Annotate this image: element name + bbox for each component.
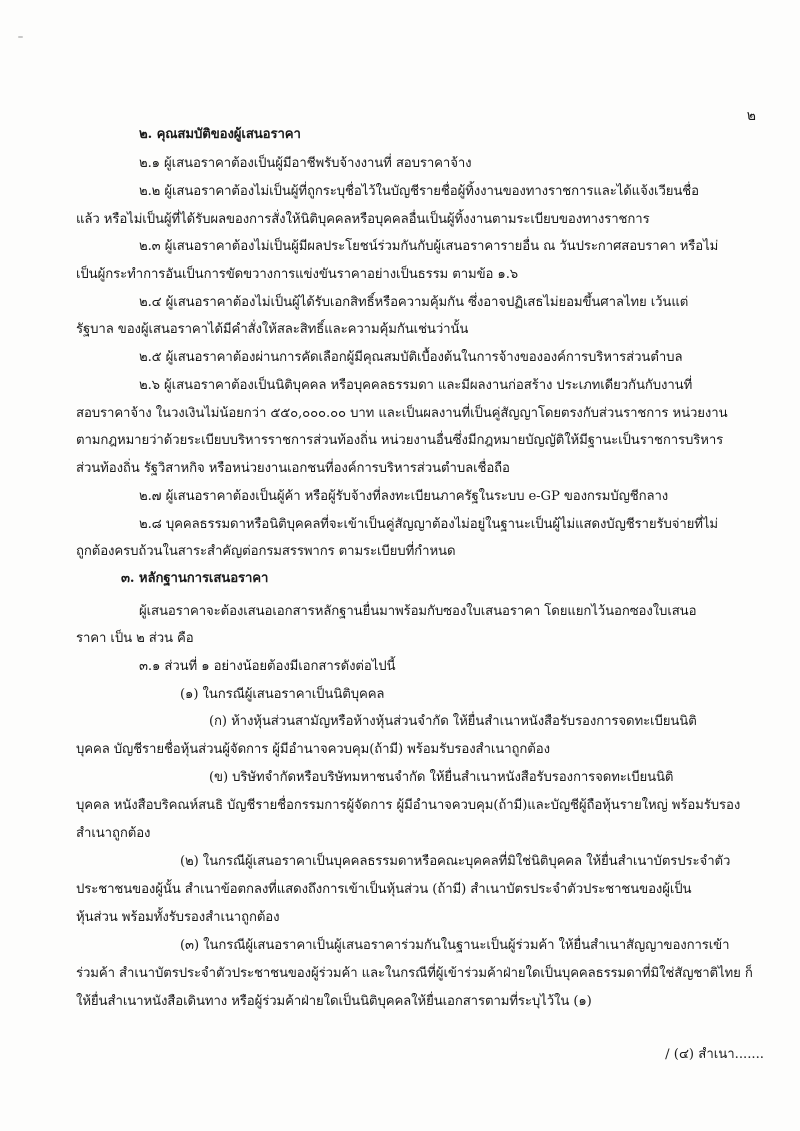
clause-2-2-line-2: แล้ว หรือไม่เป็นผู้ที่ได้รับผลของการสั่งให้นิติบุคคลหรือบุคคลอื่นเป็นผู้ทิ้งงานตามระเบียบของทางราชการ: [76, 212, 650, 227]
clause-3-1-1-k-line-2: บุคคล บัญชีรายชื่อหุ้นส่วนผู้จัดการ ผู้มีอำนาจควบคุม(ถ้ามี) พร้อมรับรองสำเนาถูกต้อง: [76, 742, 550, 757]
clause-2-6-line-3: ตามกฎหมายว่าด้วยระเบียบบริหารราชการส่วนท้องถิ่น หน่วยงานอื่นซึ่งมีกฎหมายบัญญัติให้มีฐานะเป็นราชการบริหาร: [76, 433, 724, 448]
section-3-heading: ๓. หลักฐานการเสนอราคา: [121, 571, 269, 586]
page-number: ๒: [746, 108, 756, 124]
clause-2-5: ๒.๕ ผู้เสนอราคาต้องผ่านการคัดเลือกผู้มีคุณสมบัติเบื้องต้นในการจ้างขององค์การบริหารส่วนตำบล: [139, 350, 683, 365]
clause-2-3-line-2: เป็นผู้กระทำการอันเป็นการขัดขวางการแข่งขันราคาอย่างเป็นธรรม ตามข้อ ๑.๖: [76, 267, 519, 282]
clause-3-1-2-line-3: หุ้นส่วน พร้อมทั้งรับรองสำเนาถูกต้อง: [76, 910, 280, 925]
section-2-heading: ๒. คุณสมบัติของผู้เสนอราคา: [139, 127, 301, 142]
clause-2-3-line-1: ๒.๓ ผู้เสนอราคาต้องไม่เป็นผู้มีผลประโยชน์ร่วมกันกับผู้เสนอราคารายอื่น ณ วันประกาศสอบราคา หรือไม่: [139, 239, 719, 254]
clause-2-7: ๒.๗ ผู้เสนอราคาต้องเป็นผู้ค้า หรือผู้รับจ้างที่ลงทะเบียนภาครัฐในระบบ e-GP ของกรมบัญชีกลาง: [139, 489, 669, 504]
clause-2-6-line-4: ส่วนท้องถิ่น รัฐวิสาหกิจ หรือหน่วยงานเอกชนที่องค์การบริหารส่วนตำบลเชื่อถือ: [76, 461, 510, 476]
clause-3-1-1-kh-line-2: บุคคล หนังสือบริคณห์สนธิ บัญชีรายชื่อกรรมการผู้จัดการ ผู้มีอำนาจควบคุม(ถ้ามี)และบัญชีผู้ถือหุ้นรายใหญ่ พร้อมรับรอง: [76, 798, 741, 813]
clause-2-1: ๒.๑ ผู้เสนอราคาต้องเป็นผู้มีอาชีพรับจ้างงานที่ สอบราคาจ้าง: [139, 156, 472, 171]
clause-3-1-1-kh-line-3: สำเนาถูกต้อง: [76, 826, 151, 841]
section-3-intro-line-1: ผู้เสนอราคาจะต้องเสนอเอกสารหลักฐานยื่นมาพร้อมกับซองใบเสนอราคา โดยแยกไว้นอกซองใบเสนอ: [139, 604, 697, 619]
clause-2-8-line-2: ถูกต้องครบถ้วนในสาระสำคัญต่อกรมสรรพากร ตามระเบียบที่กำหนด: [76, 544, 456, 559]
clause-3-1-1-kh-line-1: (ข) บริษัทจำกัดหรือบริษัทมหาชนจำกัด ให้ยื่นสำเนาหนังสือรับรองการจดทะเบียนนิติ: [209, 770, 674, 785]
clause-3-1-2-line-2: ประชาชนของผู้นั้น สำเนาข้อตกลงที่แสดงถึงการเข้าเป็นหุ้นส่วน (ถ้ามี) สำเนาบัตรประจำตัวประชาชนของผู้เป็น: [76, 882, 692, 897]
clause-3-1-2-line-1: (๒) ในกรณีผู้เสนอราคาเป็นบุคคลธรรมดาหรือคณะบุคคลที่มิใช่นิติบุคคล ให้ยื่นสำเนาบัตรประจำตัว: [180, 854, 731, 869]
scan-smudge: [18, 36, 23, 38]
clause-3-1-3-line-1: (๓) ในกรณีผู้เสนอราคาเป็นผู้เสนอราคาร่วมกันในฐานะเป็นผู้ร่วมค้า ให้ยื่นสำเนาสัญญาของการเข้า: [180, 938, 730, 953]
clause-2-8-line-1: ๒.๘ บุคคลธรรมดาหรือนิติบุคคลที่จะเข้าเป็นคู่สัญญาต้องไม่อยู่ในฐานะเป็นผู้ไม่แสดงบัญชีรายรับจ่ายที่ไม่: [139, 517, 719, 532]
continuation-reference: / (๔) สำเนา.......: [665, 1047, 764, 1062]
clause-3-1-3-line-2: ร่วมค้า สำเนาบัตรประจำตัวประชาชนของผู้ร่วมค้า และในกรณีที่ผู้เข้าร่วมค้าฝ่ายใดเป็นบุคคลธรรมดาที่มิใช่สัญชาติไทย ก็: [76, 966, 753, 981]
clause-2-6-line-2: สอบราคาจ้าง ในวงเงินไม่น้อยกว่า ๕๕๐,๐๐๐.๐๐ บาท และเป็นผลงานที่เป็นคู่สัญญาโดยตรงกับส่วนราชการ หน่วยงาน: [76, 406, 728, 421]
clause-3-1-3-line-3: ให้ยื่นสำเนาหนังสือเดินทาง หรือผู้ร่วมค้าฝ่ายใดเป็นนิติบุคคลให้ยื่นเอกสารตามที่ระบุไว้ใน (๑): [76, 994, 592, 1009]
clause-2-6-line-1: ๒.๖ ผู้เสนอราคาต้องเป็นนิติบุคคล หรือบุคคลธรรมดา และมีผลงานก่อสร้าง ประเภทเดียวกันกับงานที่: [139, 378, 693, 393]
clause-3-1-1-k-line-1: (ก) ห้างหุ้นส่วนสามัญหรือห้างหุ้นส่วนจำกัด ให้ยื่นสำเนาหนังสือรับรองการจดทะเบียนนิติ: [209, 714, 697, 729]
clause-3-1: ๓.๑ ส่วนที่ ๑ อย่างน้อยต้องมีเอกสารดังต่อไปนี้: [139, 659, 396, 674]
clause-2-4-line-2: รัฐบาล ของผู้เสนอราคาได้มีคำสั่งให้สละสิทธิ์และความคุ้มกันเช่นว่านั้น: [76, 322, 469, 337]
clause-2-2-line-1: ๒.๒ ผู้เสนอราคาต้องไม่เป็นผู้ที่ถูกระบุชื่อไว้ในบัญชีรายชื่อผู้ทิ้งงานของทางราชการและได้แจ้งเวียนชื่อ: [139, 184, 699, 199]
clause-2-4-line-1: ๒.๔ ผู้เสนอราคาต้องไม่เป็นผู้ได้รับเอกสิทธิ์หรือความคุ้มกัน ซึ่งอาจปฏิเสธไม่ยอมขึ้นศาลไทย เว้นแต่: [139, 295, 689, 310]
clause-3-1-1: (๑) ในกรณีผู้เสนอราคาเป็นนิติบุคคล: [180, 687, 385, 702]
section-3-intro-line-2: ราคา เป็น ๒ ส่วน คือ: [76, 631, 194, 646]
